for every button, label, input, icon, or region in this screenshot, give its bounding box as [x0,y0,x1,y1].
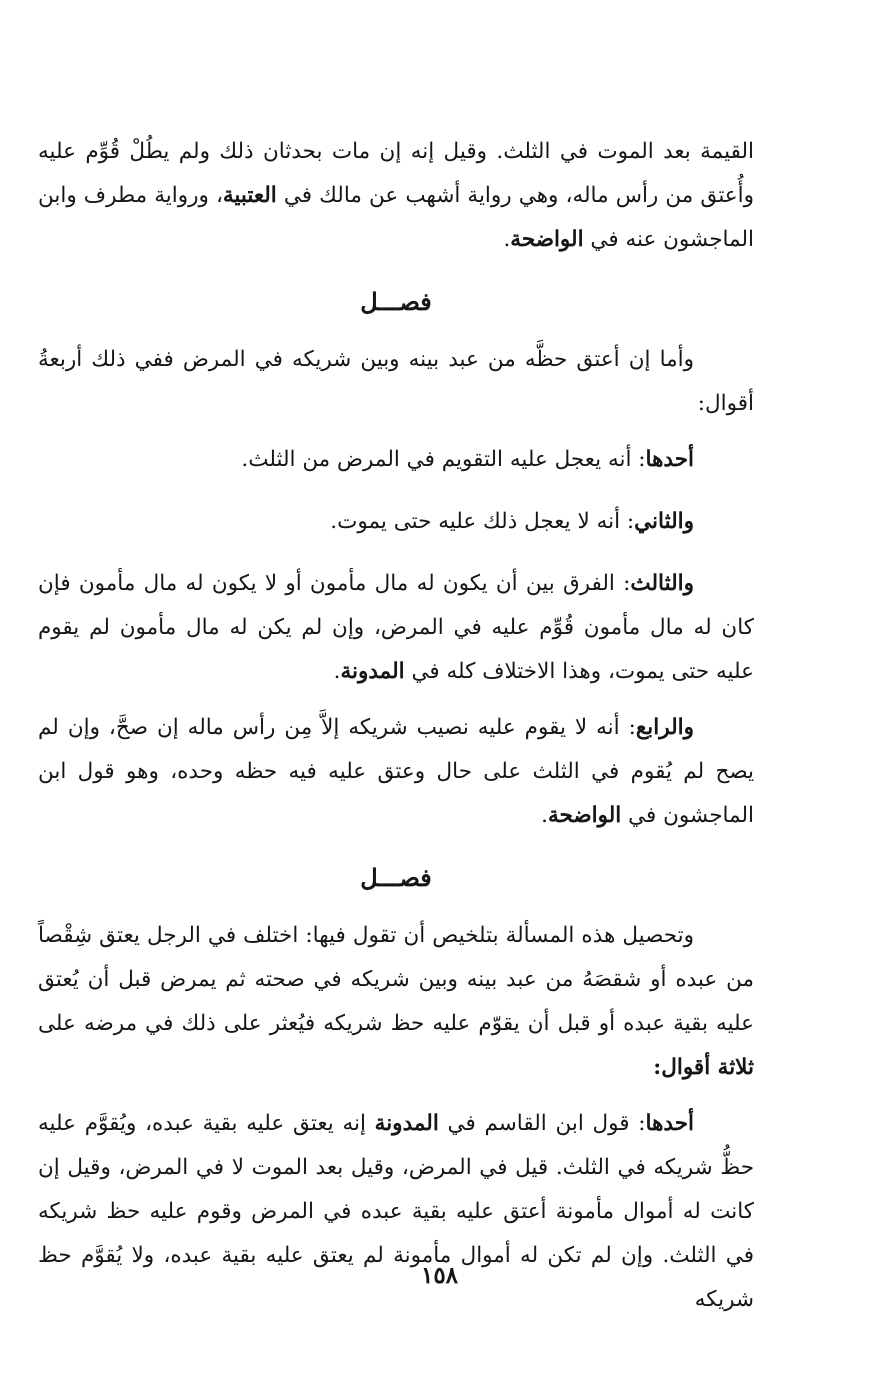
bold-reference: الواضحة [510,227,584,252]
page-content [38,130,754,1334]
section-heading: فصـــل [360,287,432,316]
bold-reference: المدونة [374,1111,439,1136]
item-label: والثالث [630,571,694,596]
opinion-item [38,500,754,544]
item-end: . [333,659,341,684]
bold-phrase: ثلاثة أقوال: [653,1055,754,1080]
opinion-item [38,438,754,482]
opening-paragraph [38,130,754,262]
item-text: أنه لا يقوم عليه نصيب شريكه إلاَّ مِن رأس ماله إن صحَّ، وإن لم يصح لم يُقوم في الثلث على حال وعتق عليه فيه حظه وحده، وهو قول ابن الماجشون في [38,715,754,828]
item-end: . [541,803,548,828]
bold-reference: الواضحة [547,803,622,828]
bold-reference: العتبية [222,183,277,208]
item-text: أنه لا يعجل ذلك عليه حتى يموت. [330,509,621,534]
item-separator: : [631,447,646,472]
item-label: والرابع [635,715,694,740]
item-text: أنه يعجل عليه التقويم في المرض من الثلث. [241,447,632,472]
bold-reference: المدونة [340,659,405,684]
opinion-item [38,706,754,838]
item-text: الفرق بين أن يكون له مال مأمون أو لا يكون له مال مأمون فإن كان له مال مأمون قُوِّم عليه في المرض، وإن لم يكن له مال مأمون لم يقوم عليه حتى يموت، وهذا الاختلاف كله في [38,571,754,684]
paragraph-text: ، ورواية مطرف وابن الماجشون عنه في [38,183,754,252]
item-label: أحدها [645,1111,694,1136]
section-intro: وأما إن أعتق حظَّه من عبد بينه وبين شريكه في المرض ففي ذلك أربعةُ أقوال: [38,347,754,416]
section-heading: فصـــل [360,863,432,892]
item-text: إنه يعتق عليه بقية عبده، ويُقوَّم عليه حظُّ شريكه في الثلث. قيل في المرض، وقيل بعد الموت لا في المرض، وقيل إن كانت له أموال مأمونة أعتق عليه بقية عبده في المرض وقوم عليه حظ شريكه في الثلث. وإن لم تكن له أموال مأمونة لم يعتق عليه بقية عبده، ولا يُقوَّم حظ شريكه [38,1111,754,1312]
opinion-item [38,562,754,694]
item-label: والثاني [634,509,694,534]
paragraph-text: . [503,227,511,252]
section-intro [38,914,754,1090]
opinion-item [38,1102,754,1322]
paragraph-text: وتحصيل هذه المسألة بتلخيص أن تقول فيها: اختلف في الرجل يعتق شِقْصاً من عبده أو شقصَهُ من عبد بينه وبين شريكه في صحته ثم يمرض قبل أن يُعتق عليه بقية عبده أو قبل أن يقوّم عليه حظ شريكه فيُعثر على ذلك في مرضه على [38,923,754,1036]
item-separator: : [614,571,631,596]
item-separator: : [629,1111,646,1136]
item-label: أحدها [645,447,694,472]
item-separator: : [620,509,635,534]
paragraph-text: القيمة بعد الموت في الثلث. وقيل إنه إن مات بحدثان ذلك ولم يطُلْ قُوِّم عليه وأُعتق من رأس ماله، وهي رواية أشهب عن مالك في [38,139,754,208]
page-number: ١٥٨ [420,1262,459,1289]
item-separator: : [619,715,636,740]
item-text: قول ابن القاسم في [438,1111,630,1136]
